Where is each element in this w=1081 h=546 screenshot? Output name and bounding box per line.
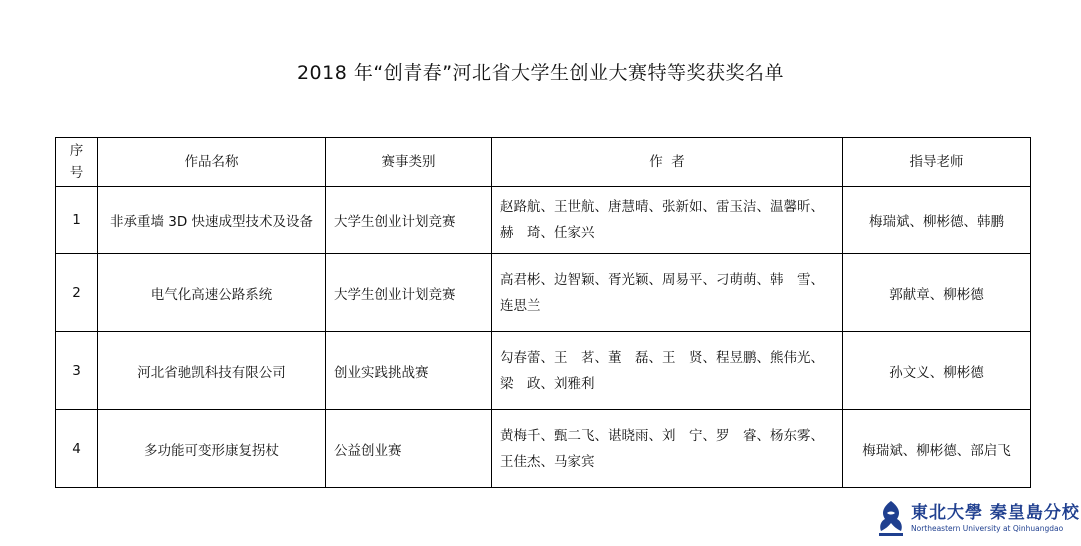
cell-authors xyxy=(492,332,843,410)
header-seq xyxy=(56,138,98,187)
authors-line: 勾春蕾、王 茗、董 磊、王 贤、程昱鹏、熊伟光、 xyxy=(500,349,824,366)
award-table xyxy=(55,137,1031,488)
cell-name: 河北省驰凯科技有限公司 xyxy=(98,332,326,410)
cell-authors xyxy=(492,187,843,254)
table-header-row xyxy=(56,138,1031,187)
cell-category: 创业实践挑战赛 xyxy=(326,332,492,410)
cell-seq: 3 xyxy=(56,332,98,410)
cell-advisors: 梅瑞斌、柳彬德、部启飞 xyxy=(843,410,1031,488)
authors-line: 王佳杰、马家宾 xyxy=(500,453,595,470)
header-authors: 作 者 xyxy=(492,138,843,187)
page-title: 2018 年“创青春”河北省大学生创业大赛特等奖获奖名单 xyxy=(296,62,785,84)
table-row xyxy=(56,410,1031,488)
authors-line: 赵路航、王世航、唐慧晴、张新如、雷玉洁、温馨昕、 xyxy=(500,199,824,215)
cell-category: 公益创业赛 xyxy=(326,410,492,488)
authors-line: 梁 政、刘雅利 xyxy=(500,375,595,392)
cell-advisors: 郭献章、柳彬德 xyxy=(843,254,1031,332)
cell-category: 大学生创业计划竞赛 xyxy=(326,187,492,254)
header-seq-line1: 序 xyxy=(69,143,84,159)
table-row xyxy=(56,187,1031,254)
header-name: 作品名称 xyxy=(98,138,326,187)
cell-authors xyxy=(492,410,843,488)
cell-category: 大学生创业计划竞赛 xyxy=(326,254,492,332)
university-emblem-icon xyxy=(875,499,907,539)
logo-name-en: Northeastern University at Qinhuangdao xyxy=(911,524,1064,533)
table-row xyxy=(56,332,1031,410)
authors-line: 连思兰 xyxy=(500,297,541,314)
authors-line: 赫 琦、任家兴 xyxy=(500,225,595,241)
cell-seq: 1 xyxy=(56,187,98,254)
cell-seq: 4 xyxy=(56,410,98,488)
cell-advisors: 梅瑞斌、柳彬德、韩鹏 xyxy=(843,187,1031,254)
header-seq-line2: 号 xyxy=(69,165,84,181)
table-row xyxy=(56,254,1031,332)
authors-line: 高君彬、边智颖、胥光颖、周易平、刁萌萌、韩 雪、 xyxy=(500,271,824,288)
cell-seq: 2 xyxy=(56,254,98,332)
university-logo xyxy=(875,497,1080,542)
header-category: 赛事类别 xyxy=(326,138,492,187)
cell-name: 多功能可变形康复拐杖 xyxy=(98,410,326,488)
cell-advisors: 孙文义、柳彬德 xyxy=(843,332,1031,410)
cell-authors xyxy=(492,254,843,332)
authors-line: 黄梅千、甄二飞、谌晓雨、刘 宁、罗 睿、杨东雾、 xyxy=(500,427,824,444)
header-advisors: 指导老师 xyxy=(843,138,1031,187)
logo-name-cn: 東北大學 秦皇島分校 xyxy=(911,503,1080,523)
cell-name: 非承重墙 3D 快速成型技术及设备 xyxy=(98,187,326,254)
cell-name: 电气化高速公路系统 xyxy=(98,254,326,332)
